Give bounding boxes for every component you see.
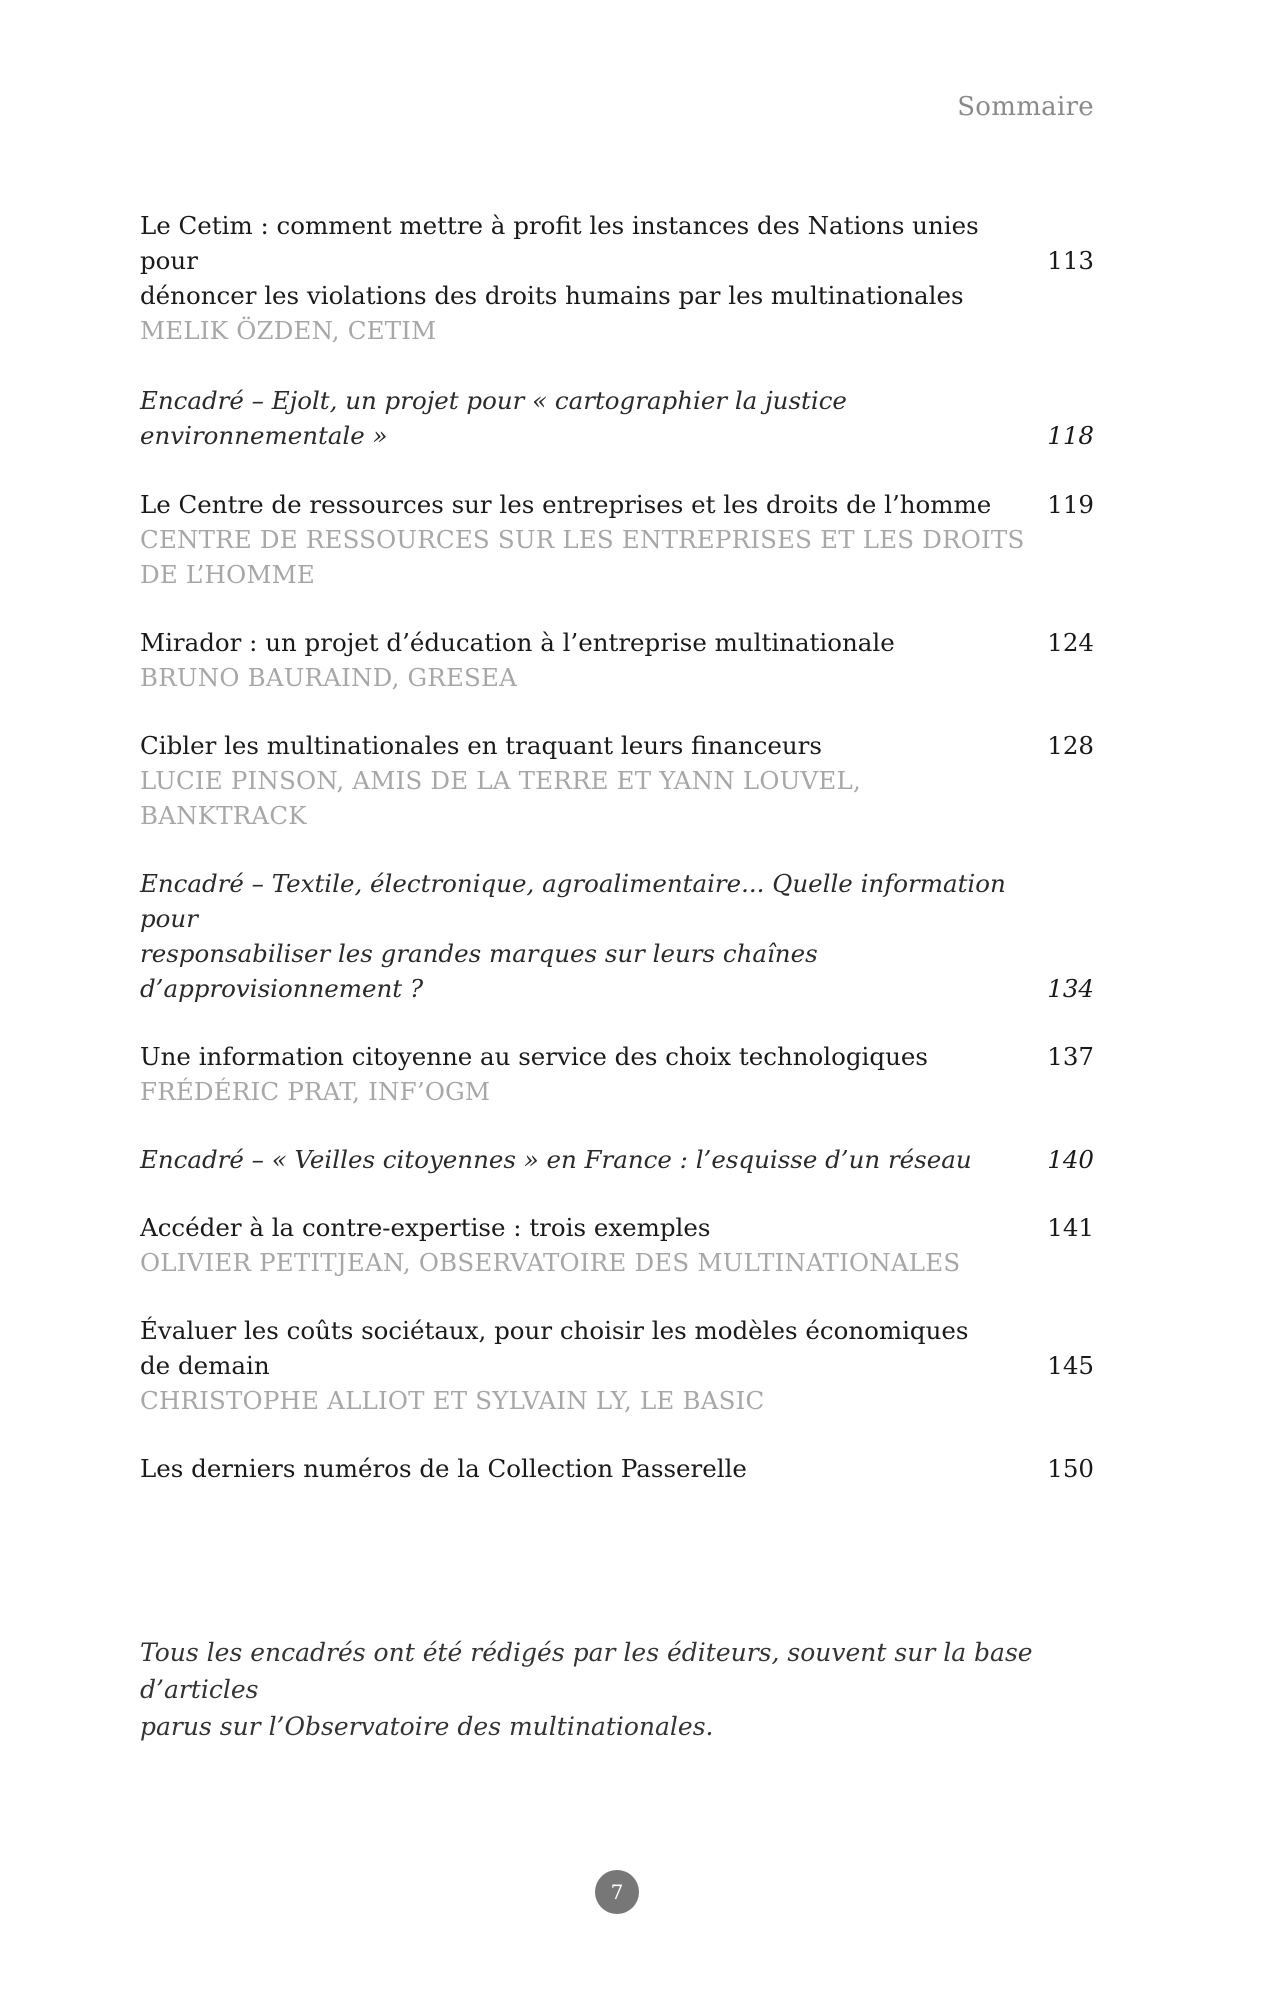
toc-entry-textile-box (140, 866, 1094, 1006)
entry-page-number: 134 (1047, 974, 1094, 1003)
entry-page-number: 137 (1047, 1042, 1094, 1071)
toc-entry-derniers-numeros (140, 1451, 1094, 1486)
entry-title-line: Évaluer les coûts sociétaux, pour choisir les modèles économiques (140, 1316, 969, 1345)
entry-title-line: dénoncer les violations des droits humains par les multinationales (140, 281, 964, 310)
entry-page-number: 140 (1047, 1145, 1094, 1174)
entry-page-number: 128 (1047, 731, 1094, 760)
entry-page-number: 118 (1047, 421, 1094, 450)
entry-author: BRUNO BAURAIND, GRESEA (140, 663, 518, 692)
entry-author: FRÉDÉRIC PRAT, INF’OGM (140, 1077, 491, 1106)
entry-title-line: de demain (140, 1351, 270, 1380)
entry-author: CHRISTOPHE ALLIOT ET SYLVAIN LY, LE BASIC (140, 1386, 765, 1415)
entry-title-line: responsabiliser les grandes marques sur leurs chaînes d’approvisionnement ? (140, 939, 818, 1003)
entry-page-number: 113 (1047, 246, 1094, 275)
entry-title-line: Une information citoyenne au service des choix technologiques (140, 1042, 928, 1071)
toc-entry-resource-centre (140, 487, 1094, 592)
entry-author: LUCIE PINSON, AMIS DE LA TERRE ET YANN LOUVEL, BANKTRACK (140, 766, 861, 830)
entry-title-line: Les derniers numéros de la Collection Passerelle (140, 1454, 747, 1483)
entry-title-line: Encadré – Textile, électronique, agroalimentaire... Quelle information pour (140, 869, 1006, 933)
entry-title-line: Le Centre de ressources sur les entreprises et les droits de l’homme (140, 490, 992, 519)
table-of-contents (140, 208, 1094, 1486)
footnote (140, 1634, 1100, 1745)
toc-entry-veilles-box (140, 1142, 1094, 1177)
toc-entry-couts-societaux (140, 1313, 1094, 1418)
toc-entry-ejolt-box (140, 383, 1094, 453)
entry-title-line: Encadré – « Veilles citoyennes » en France : l’esquisse d’un réseau (140, 1145, 972, 1174)
entry-author: DE L’HOMME (140, 560, 316, 589)
entry-title-line: Cibler les multinationales en traquant leurs financeurs (140, 731, 822, 760)
toc-entry-information-citoyenne (140, 1039, 1094, 1109)
toc-entry-mirador (140, 625, 1094, 695)
entry-title-line: Encadré – Ejolt, un projet pour « cartographier la justice (140, 386, 847, 415)
entry-title-line: Mirador : un projet d’éducation à l’entreprise multinationale (140, 628, 895, 657)
entry-title-line: environnementale » (140, 421, 388, 450)
footnote-line: parus sur l’Observatoire des multinationales. (140, 1712, 714, 1741)
entry-author: CENTRE DE RESSOURCES SUR LES ENTREPRISES ET LES DROITS (140, 525, 1025, 554)
footnote-line: Tous les encadrés ont été rédigés par les éditeurs, souvent sur la base d’articles (140, 1638, 1033, 1704)
entry-page-number: 124 (1047, 628, 1094, 657)
entry-page-number: 141 (1047, 1213, 1094, 1242)
toc-entry-cetim (140, 208, 1094, 348)
entry-page-number: 150 (1047, 1454, 1094, 1483)
section-header: Sommaire (957, 92, 1094, 122)
toc-entry-contre-expertise (140, 1210, 1094, 1280)
entry-author: OLIVIER PETITJEAN, OBSERVATOIRE DES MULTINATIONALES (140, 1248, 961, 1277)
entry-title-line: Accéder à la contre-expertise : trois exemples (140, 1213, 711, 1242)
entry-page-number: 145 (1047, 1351, 1094, 1380)
page-number-badge: 7 (595, 1870, 639, 1914)
entry-author: MELIK ÖZDEN, CETIM (140, 316, 437, 345)
toc-entry-financeurs (140, 728, 1094, 833)
entry-title-line: Le Cetim : comment mettre à profit les instances des Nations unies pour (140, 211, 979, 275)
entry-page-number: 119 (1047, 490, 1094, 519)
